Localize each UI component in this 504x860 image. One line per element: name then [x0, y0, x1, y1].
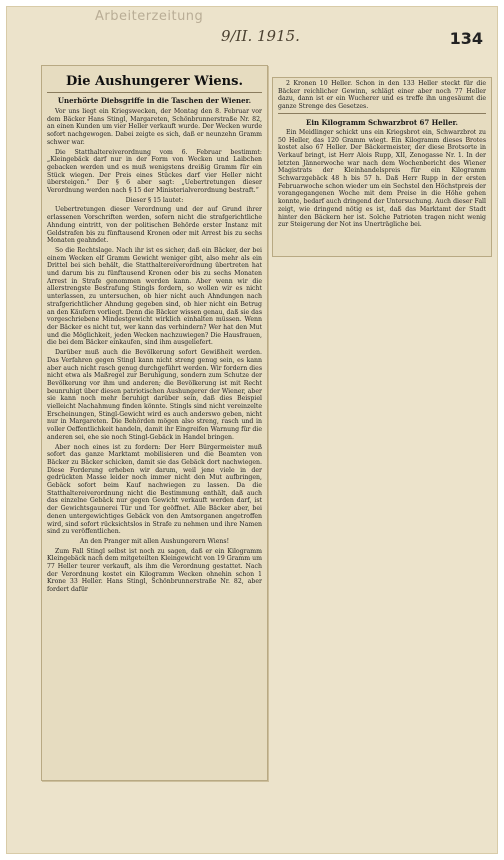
- headline-rule: [47, 92, 262, 93]
- masthead-stamp: Arbeiterzeitung: [95, 9, 204, 24]
- article-headline: Die Aushungerer Wiens.: [66, 74, 243, 89]
- article-paragraph: Uebertretungen dieser Verordnung und der auf Grund ihrer erlassenen Vorschriften werden, sofern nicht die strafgerichtliche Ahndung eintritt, von der politischen Behörde erster Instanz mit Geldstrafen bis zu fünftausend Kronen oder mit Arrest bis zu sechs Monaten geahndet.: [47, 206, 262, 245]
- article-subtitle: Unerhörte Diebsgriffe in die Taschen der Wiener.: [57, 96, 252, 105]
- handwritten-date: 9/II. 1915.: [221, 27, 300, 45]
- article-paragraph: An den Pranger mit allen Aushungerern Wiens!: [79, 537, 230, 545]
- newspaper-clipping-main: [41, 65, 268, 781]
- article-paragraph: Darüber muß auch die Bevölkerung sofort Gewißheit werden. Das Verfahren gegen Stingl kann nicht streng genug sein, es kann aber auch nicht rasch genug durchgeführt werden. Wir fordern dies nicht etwa als Maßregel zur Beruhigung, sondern zum Schutze der Bevölkerung vor ihm und anderen; die Bevölkerung ist mit Recht beunruhigt über diesen patriotischen Aushungerer der Wiener, aber sie kann noch mehr beruhigt darüber sein, daß dies Beispiel vielleicht Nachahmung finden könnte. Stingls sind nicht vereinzelte Erscheinungen, Stingl-Gewicht wird es auch anderswo geben, nicht nur in Margareten. Die Behörden mögen also streng, rasch und in voller Oeffentlichkeit handeln, damit ihr Eingreifen Warnung für die anderen sei, ehe sie noch Stingl-Gebäck in Handel bringen.: [47, 349, 262, 441]
- side-article-heading: Ein Kilogramm Schwarzbrot 67 Heller.: [305, 117, 458, 127]
- section-rule: [278, 113, 486, 114]
- newspaper-clipping-side: [272, 77, 492, 257]
- article-paragraph: Vor uns liegt ein Kriegswecken, der Montag den 8. Februar vor dem Bäcker Hans Stingl, Margareten, Schönbrunnerstraße Nr. 82, an einen Kunden um vier Heller verkauft wurde. Der Wecken wurde sofort nachgewogen. Dabei zeigte es sich, daß er neunzehn Gramm schwer war.: [47, 108, 262, 146]
- article-paragraph: Dieser § 15 lautet:: [125, 196, 184, 204]
- article-paragraph: So die Rechtslage. Nach ihr ist es sicher, daß ein Bäcker, der bei einem Wecken elf Gramm Gewicht weniger gibt, also mehr als ein Drittel bei sich behält, die Statthaltereiverordnung übertreten hat und darum bis zu fünftausend Kronen oder bis zu sechs Monaten Arrest in Strafe genommen werden kann. Aber wenn wir die allerstrengste Bestrafung Stingls fordern, so wollen wir es nicht unterlassen, zu untersuchen, ob hier nicht auch Ahndungen nach strafgerichtlicher Ahndung gegeben sind, ob hier nicht ein Betrug an den Käufern vorliegt. Denn die Bäcker wissen genau, daß sie das vorgeschriebene Mindestgewicht wirklich einhalten müssen. Wenn der Bäcker es nicht tut, wer kann das verhindern? Wer hat den Mut und die Möglichkeit, jeden Wecken nachzuwiegen? Die Hausfrauen, die bei dem Bäcker einkaufen, sind ihm ausgeliefert.: [47, 246, 262, 347]
- archive-page: [6, 6, 498, 854]
- side-article-body: Ein Meidlinger schickt uns ein Kriegsbrot ein, Schwarzbrot zu 50 Heller, das 120 Gramm wiegt. Ein Kilogramm dieses Brotes kostet also 67 Heller. Der Bäckermeister, der diese Brotsorte in Verkauf bringt, ist Herr Alois Rupp, XII, Zenogasse Nr. 1. In der letzten Jännerwoche war nach dem Wochenbericht des Wiener Magistrats der Kleinhandelspreis für ein Kilogramm Schwarzgebäck 48 h bis 57 h. Daß Herr Rupp in der ersten Februarwoche schon wieder um ein Sechstel den Höchstpreis der vorangegangenen Woche mit dem Preise in die Höhe gehen konnte, bedarf auch dringend der Untersuchung. Auch dieser Fall zeigt, wie dringend nötig es ist, daß das Marktamt der Stadt hinter den Bäckern her ist. Solche Patrioten tragen nicht wenig zur Steigerung der Not ins Unerträgliche bei.: [278, 128, 486, 229]
- article-paragraph: Aber noch eines ist zu fordern: Der Herr Bürgermeister muß sofort das ganze Marktamt mobilisieren und die Beamten von Bäcker zu Bäcker schicken, damit sie das Gebäck dort nachwiegen. Diese Forderung erheben wir darum, weil jene viele in der gedrückten Masse leider noch immer nicht den Mut aufbringen, Gebäck sofort beim Kauf nachwiegen zu lassen. Da die Statthaltereiverordnung nicht die Bestimmung enthält, daß auch das einzelne Gebäck nur gegen Gewicht verkauft werden darf, ist der Gewichtsgaunerei Tür und Tor geöffnet. Alle Bäcker aber, bei denen untergewichtiges Gebäck von den Amtsorganen angetroffen wird, sind sofort rücksichtslos in Strafe zu nehmen und ihre Namen sind zu veröffentlichen.: [47, 443, 262, 536]
- article-paragraph: Zum Fall Stingl selbst ist noch zu sagen, daß er ein Kilogramm Kleingebäck nach dem mitgeteilten Kleingewicht von 19 Gramm um 77 Heller teurer verkauft, als ihm die Verordnung gestattet. Nach der Verordnung kostet ein Kilogramm Wecken ohnehin schon 1 Krone 33 Heller. Hans Stingl, Schönbrunnerstraße Nr. 82, aber fordert dafür: [47, 547, 262, 594]
- article-paragraph: Die Statthaltereiverordnung vom 6. Februar bestimmt: „Kleingebäck darf nur in der Form von Wecken und Laibchen gebacken werden und es muß wenigstens dreißig Gramm für ein Stück wiegen. Der Preis eines Stückes darf vier Heller nicht übersteigen.“ Der § 6 aber sagt: „Uebertretungen dieser Verordnung werden nach § 15 der Ministerialverordnung bestraft.“: [47, 148, 262, 195]
- page-number: 134: [449, 29, 483, 48]
- continuation-paragraph: 2 Kronen 10 Heller. Schon in den 133 Heller steckt für die Bäcker reichlicher Gewinn, schlägt einer aber noch 77 Heller dazu, dann ist er ein Wucherer und es treffe ihn ungesäumt die ganze Strenge des Gesetzes.: [278, 80, 486, 111]
